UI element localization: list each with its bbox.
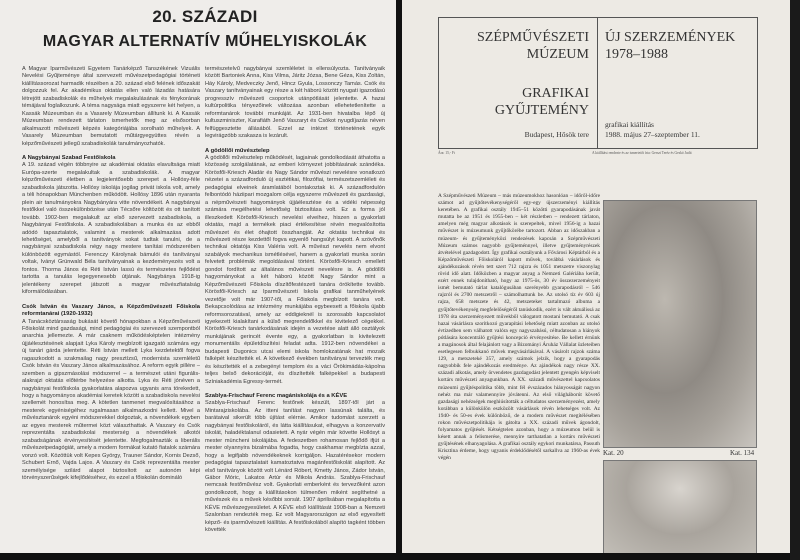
caption-kat-134: Kat. 134	[730, 449, 755, 457]
left-page	[0, 0, 396, 553]
paragraph: A 19. század végén többnyire az akadémiai oktatás elavultsága miatt Európa-szerte megalakultak a szabadiskolák. A magyar képzőművészeti életben a legjelentősebb szerepet a Hollósy-féle szabadiskola játszotta. Hollósy iskolája jogilag privát iskola volt, amely a téli hónapokban Münchenben működött. Hollósy 1896 után nyaranta plein air tanulmányokra Nagybányára vitte növendékeit. A nagybányai festőkkel való összekülönbözése után Técsőre költözött és ott tanított tovább. 1902-ben megalakult az első szervezett szabadiskola, a Nagybányai Festőiskola. A szabadiskolában a munka és az ebből adódó tapasztalatok, valamint a mesterek alkalmazása adott lehetőséget, amelyből a tanítványok sokat tudtak tanulni, de a nagybányai szabadiskola négy nagy mestere tanítási módszerében különbözött egymástól. Ferenczy Károlynak bámulói és tanítványai voltak, Iványi Grünwald Béla tanítványainak a kezdeményezés volt a fontos. Thorma János és Réti István lassú és természetes fejlődést tartotta a tanulás legegyenesebb útjának. Nagybánya 1918-ig jelentékeny szerepet játszott a magyar művészfiatalság kiformálódásában.	[22, 162, 200, 296]
section-heading: Csók István és Vaszary János, a Képzőművészeti Főiskola reformtanárai (1920-1932)	[22, 303, 200, 318]
page-title-line2: MAGYAR ALTERNATÍV MŰHELYISKOLÁK	[42, 33, 368, 50]
header-divider	[597, 18, 598, 148]
dept-line2: GYŰJTEMÉNY	[494, 103, 589, 118]
page-title-line1: 20. SZÁZADI	[152, 7, 258, 26]
paragraph: A Tanácsköztársaság bukását követő hónapokban a Képzőművészeti Főiskolát mind gazdasági, mind pedagógiai és szervezeti szempontból anarchia jellemezte. A már csaknem működésképtelen intézmény újjáélesztésének alapjait Lyka Károly megbízott igazgató számára egy új tanári gárda jelentette. Réti István mellett Lyka kezdetektől fogva ragaszkodott a szakmailag nagy presztízsű, modernista szemléletű Csók István és Vaszary János alkalmazásához. A reform egyik pillére – szemben a gipszmásolási módszerrel – a természet utáni figurális-alakrajzi oktatás előtérbe helyezése alkotta. Lyka és Réti jónéven a nagybányai festőiskola gyakorlatára alapozva ugyanis arra törekedett, hogy a hagyományos akadémiai keretek között a szabadiskola nevelési szellemét honosítsa meg. A kötetlen tanmenet megvalósításához a mesterek egyéniségéhez rugalmasan alkalmazkodni kellett. Mivel a művésztanárok egyéni módszerekkel dolgoztak, a növendékek egyben az egyes mesterek műtermei közt választhattak. A Vaszary és Csók reprezentálta szabadiskolai mesterség a növendékek alkotói szabadságának érvényesítését jelentette. Megfogalmazták a liberális művészetpedagógiát, amely a modern formákat kutató fiatalok számára vonzó volt. Közöttük volt Kepes György, Trauner Sándor, Kornis Dezső, Schubert Ernő, Vajda Lajos. A Vaszary és Csók reprezentálta mester személyisége szilárd alapot biztosított az autonóm képi törvényszerűségek kifejlődéséhez, és ezzel a főiskolán domináló	[22, 318, 200, 482]
binding-edge	[790, 0, 800, 560]
museum-address: Budapest, Hősök tere	[524, 130, 589, 139]
text-column-2	[205, 66, 385, 548]
paragraph: természetelvű nagybányai szemléletet is ellensúlyozta. Tanítványaik között Bartoniek Anna, Kiss Vilma, Járitz Józsa, Bene Géza, Kiss Zoltán, Háy Károly, Medveczky Jenő, Hincz Gyula, Lossonczy Tamás. Csók és Vaszary tanítványainak egy része a két háború között nyugati igazodású progresszív művészeti csoportok utánpótlását jelentette. A hazai kultúrpolitika tényezőinek változása azonban ellehetetlenítette a reformtanárok további munkáját. Az 1931-ben hivatalba lépő új kultuszminiszter, Karafiáth Jenő Vaszaryt és Csókot nyugdíjazás néven felfüggesztette állásából. Ezzel az intézet történetének egyik legvirágzóbb szakasza is lezárult.	[205, 66, 385, 140]
section-heading: A gödöllői művésztelep	[205, 147, 270, 154]
catalog-header-box	[438, 17, 758, 149]
section-heading: A Nagybányai Szabad Festőiskola	[22, 154, 116, 161]
right-page	[402, 0, 790, 553]
text-column-1	[22, 66, 200, 548]
section-heading: Szablya-Frischauf Ferenc magániskolája és a KÉVE	[205, 393, 348, 400]
museum-line1: SZÉPMŰVÉSZETI	[477, 30, 589, 45]
credits-line: A kiállítást rendezte és az ismertetőt írta: Gerszi Teréz és Geskó Judit	[592, 151, 692, 155]
paragraph: Szablya-Frischauf Ferenc festőnek készült, 1897-től járt a Mintarajziskolába. Az itteni tanítást nagyon lassúnak találta, és barátaival sikerült több újítást elérnie. Amikor tudomást szerzett a nagybányai festőiskoláról, és látta kiállításukat, elhagyva a konzervatív iskolát, haladéktalanul odasietett. A nyár végén már követte Hollósyt a mester müncheni iskolájába. A fedeszetben rohamosan fejlődő ifjút a mester olyannyira bizalmába fogadta, hogy csakhamar megbízta azzal, hogy a legifjabb növendékeknek korrigáljon. Hazatérésekor modern pedagógiai tapasztalatait kamatoztatva magánfestőiskolát alapított. Az első tanítványok között volt Lénárd Róbert, Kmetty János, Zádor István, Gábor Móric, Lakatos Artúr és Mikola András. Szablya-Frischauf nemcsak festőművész volt. Gyakorlati emberként és tervezőként azon gondolkozott, hogy a kiállításokon túlmenően miként segíthetné a művészek és a művek későbbi sorsát. 1907 áprilisában megalapította a KÉVE művészegyesületet. A KÉVE első kiállítását 1908-ban a Nemzeti Szalonban rendezték meg. Ez volt Magyarországon az első egyesített képző- és iparművészeti kiállítás. A festőiskolából alapító tagként többen követték	[205, 400, 385, 534]
artwork-drawing-image	[603, 200, 757, 448]
ornamental-drawing-image	[603, 460, 757, 553]
price-label: Ára: 15,- Ft	[438, 151, 455, 155]
exhibition-subtitle: grafikai kiállítás	[605, 120, 654, 129]
exhibition-years: 1978–1988	[605, 47, 668, 62]
exhibition-title: ÚJ SZERZEMÉNYEK	[605, 30, 736, 45]
museum-line2: MÚZEUM	[526, 47, 589, 62]
intro-paragraph: A Magyar Iparművészeti Egyetem Tanárképző Tanszékének Vizuális Nevelési Gyűjteménye által szervezett művészetpedagógiai történeti kiállítássorozat harmadik részében a 20. század első felének időszakát dolgozzuk fel. Az akadémikus oktatás ellen való lázadás hatására létrejött szabadiskolák és műhelyek megalakulásának és fénykorának témájával foglalkozunk. A téma nagysága miatt egyszerre két helyen, a Kassák Múzeumban és a Vasarely Múzeumban állítunk ki. A Kassák Múzeumban rendezett tárlaton ismerhetők meg az elsősorban alkalmazott művészeti képzés kategóriájába sorolható műhelyek. A Vasarely Múzeumban bemutatott műtárgyegyüttes révén a képzőművészeti jellegű szabadiskolák tanulmányozhatók.	[22, 66, 200, 147]
caption-kat-20: Kat. 20	[603, 449, 624, 457]
paragraph: A Szépművészeti Múzeum – más múzeumokhoz hasonlóan – időről-időre számot ad gyűjtőtevékenységéről egy-egy újszerzeményi kiállítás keretében. A grafikai osztály 1945–51 közötti gyarapodásának javát mutatta be az 1951 és 1955-ben – két részletben – rendezett tárlaton, amelyen még magyar alkotások is szerepeltek, mivel 1956-ig a hazai művészet is múzeumunk gyűjtőkörébe tartozott. Abban az időszakban a múzeum- és gyűjteményközi rendezések kapcsán a Szépművészeti Múzeum számos nagyobb gyűjteménnyel, illetve gyűjteményrészek átvételével gazdagodott. Így grafikai osztályunk a Fővárosi Képtárból és a Képzőművészeti Főiskoláról kapott művek, továbbá vásárlások és ajándékozások révén tett szert 712 rajzra és 1051 metszetre viszonylag rövid idő alatt. Időközben a magyar anyag a Nemzeti Galériába került, ezért ennek tulajdonítható, hogy az 1975-ös, 30 év összezerzeményeit ismét bemutató tárlat katalógusában szerényebb gyarapodásról – 546 rajzról és 2700 metszetről – számolhattunk be. Az utolsó tíz év 603 új rajza, 658 metszete és 42, metszeteket tartalmazó albuma a gyűjtőtevékenység megfelelőségéről tanúskodik, ezért is vált aktuálissá az 1978 óta szerzeményezett művekből válogatott mostani bemutató. A csak hazai vásárlásra szorítkozó gyarapítási lehetőség miatt azonban az utolsó évtizedben sem válhatott valóra egy nagyszabású, céltudatosan a hiányok pótlására koncentráló gyűjtési koncepció érvényesítése. Be kellett érnünk a magánosok által felajánlott vagy a Bizományi Áruház Vállalat üzleteiben esetlegesen felbukkanó művek megvásárlásával. A vásárolt rajzok száma 129, a metszeteké 357, amely számok jelzik, hogy a gyarapodás nagyobbik fele ajándékozás eredménye. Az ajándékok nagy része XX. századi alkotás, amely örvendetes gazdagodást jelentett gyengén képviselt kortárs művészeti anyagunkban. A XX. századi művészettel kapcsolatos múzeumi gyűjtéspolitika több, mint fél évszázados hiányosságát nagyon nehéz ma már valamennyire jóvátenni. Az első világháborút követő gazdasági nehézségek meghiúsították a céltudatos szerzeményezést, amely korábban a különkülön eszközölt vásárlások révén lehetséges volt. Az 1940- és 50-es évek különböző, de a modern művészet megítélésében rokon művészetpolitikája is gátolta a XX. századi művek ágondolt, folyamatos gyűjtését. Kétségtelen azonban, hogy a múzeumon belül is késett annak a felismerése, mennyire tarthatatlan a kortárs művészeti gyűjtésének elhanyagolása. A grafikai osztály egykori munkatársa, Passuth Krisztina érdeme, hogy ugyanis érdeklődésétől sarkallva az 1960-as évek végén	[438, 193, 600, 462]
paragraph: A gödöllői művésztelep működését, lagjainak gondolkodását áthatotta a közösség szolgálatának, az emberi környezet jobbításának szándéka. Körösfői-Kriesch Aladár és Nagy Sándor művészi nevelésre vonatkozó nézetei a századforduló új esztétikai, filozófiai, természetszemléleti és pedagógiai elveinek áramlatából bontakoztak ki. A századfordulón felbontódó háziipari mozgalom célja egyszerre művészeti és gazdasági, a népművészeti hagyományok újjáélesztése és a vidéki népesség számára megélhetési lehetőség biztosítása volt. Ez a forma jól illeszkedett Körösfői-Kriesch nevelési elveihez, hiszen a gyakorlati oktatás, majd a termékek piaci értékesítése révén megvalósította művészet és élet óhajtott összhangját. Az oktatás technikai és művészeti része kezdettől fogva egyenlő hangsúlyt kapott. A szövőnők technikai oktatója Kiss Valéria volt. A művészi nevelés nem elvont szabályok mechanikus ismétlésével, hanem a gyakorlati munka során felvetett problémák megoldásával történt. Körösfői-Kriesch emellett gondot fordított az általános művészeti nevelésre is. A gödöllői hagyományokat a két háború között Nagy Sándor mint a Képzőművészeti Főiskola díszítőfestészeti tanára örökítette tovább. Körösfői-Kriesch az Iparművészeti Iskola grafikai tanműhelyének vezetője volt már 1907-től, a Főiskola megbízott tanára volt. Bekapcsolódása az intézmény munkájába egybeesett a főiskola újabb reformsorozatával, amely az eddigieknél is szorosabb kapcsolatot igyekezett kialakítani a külső megrendelőkkel és kivitelező cégekkel. Körösfői-Kriesch tanárkodásának idején a vezetése alatt álló osztályok munkájának gerincét évente egy, a gyakorlatban is kivitelezett monumentális épületdíszítési feladat adta. 1912-ben növendékei a budapesti Dugonics utcai elemi iskola homlokzatának hat mozaik falképét készítették el. A következő években tanítványai tervezték meg és készítették el a zebegényi templom és a váci Örökimádás-kápolna teljes belső dekorációját, és díszítették falképekkel a budapesti Színiakadémia Egressy-termét.	[205, 154, 385, 385]
dept-line1: GRAFIKAI	[522, 86, 589, 101]
exhibition-dates: 1988. május 27–szeptember 11.	[605, 130, 700, 139]
body-text	[438, 193, 600, 543]
